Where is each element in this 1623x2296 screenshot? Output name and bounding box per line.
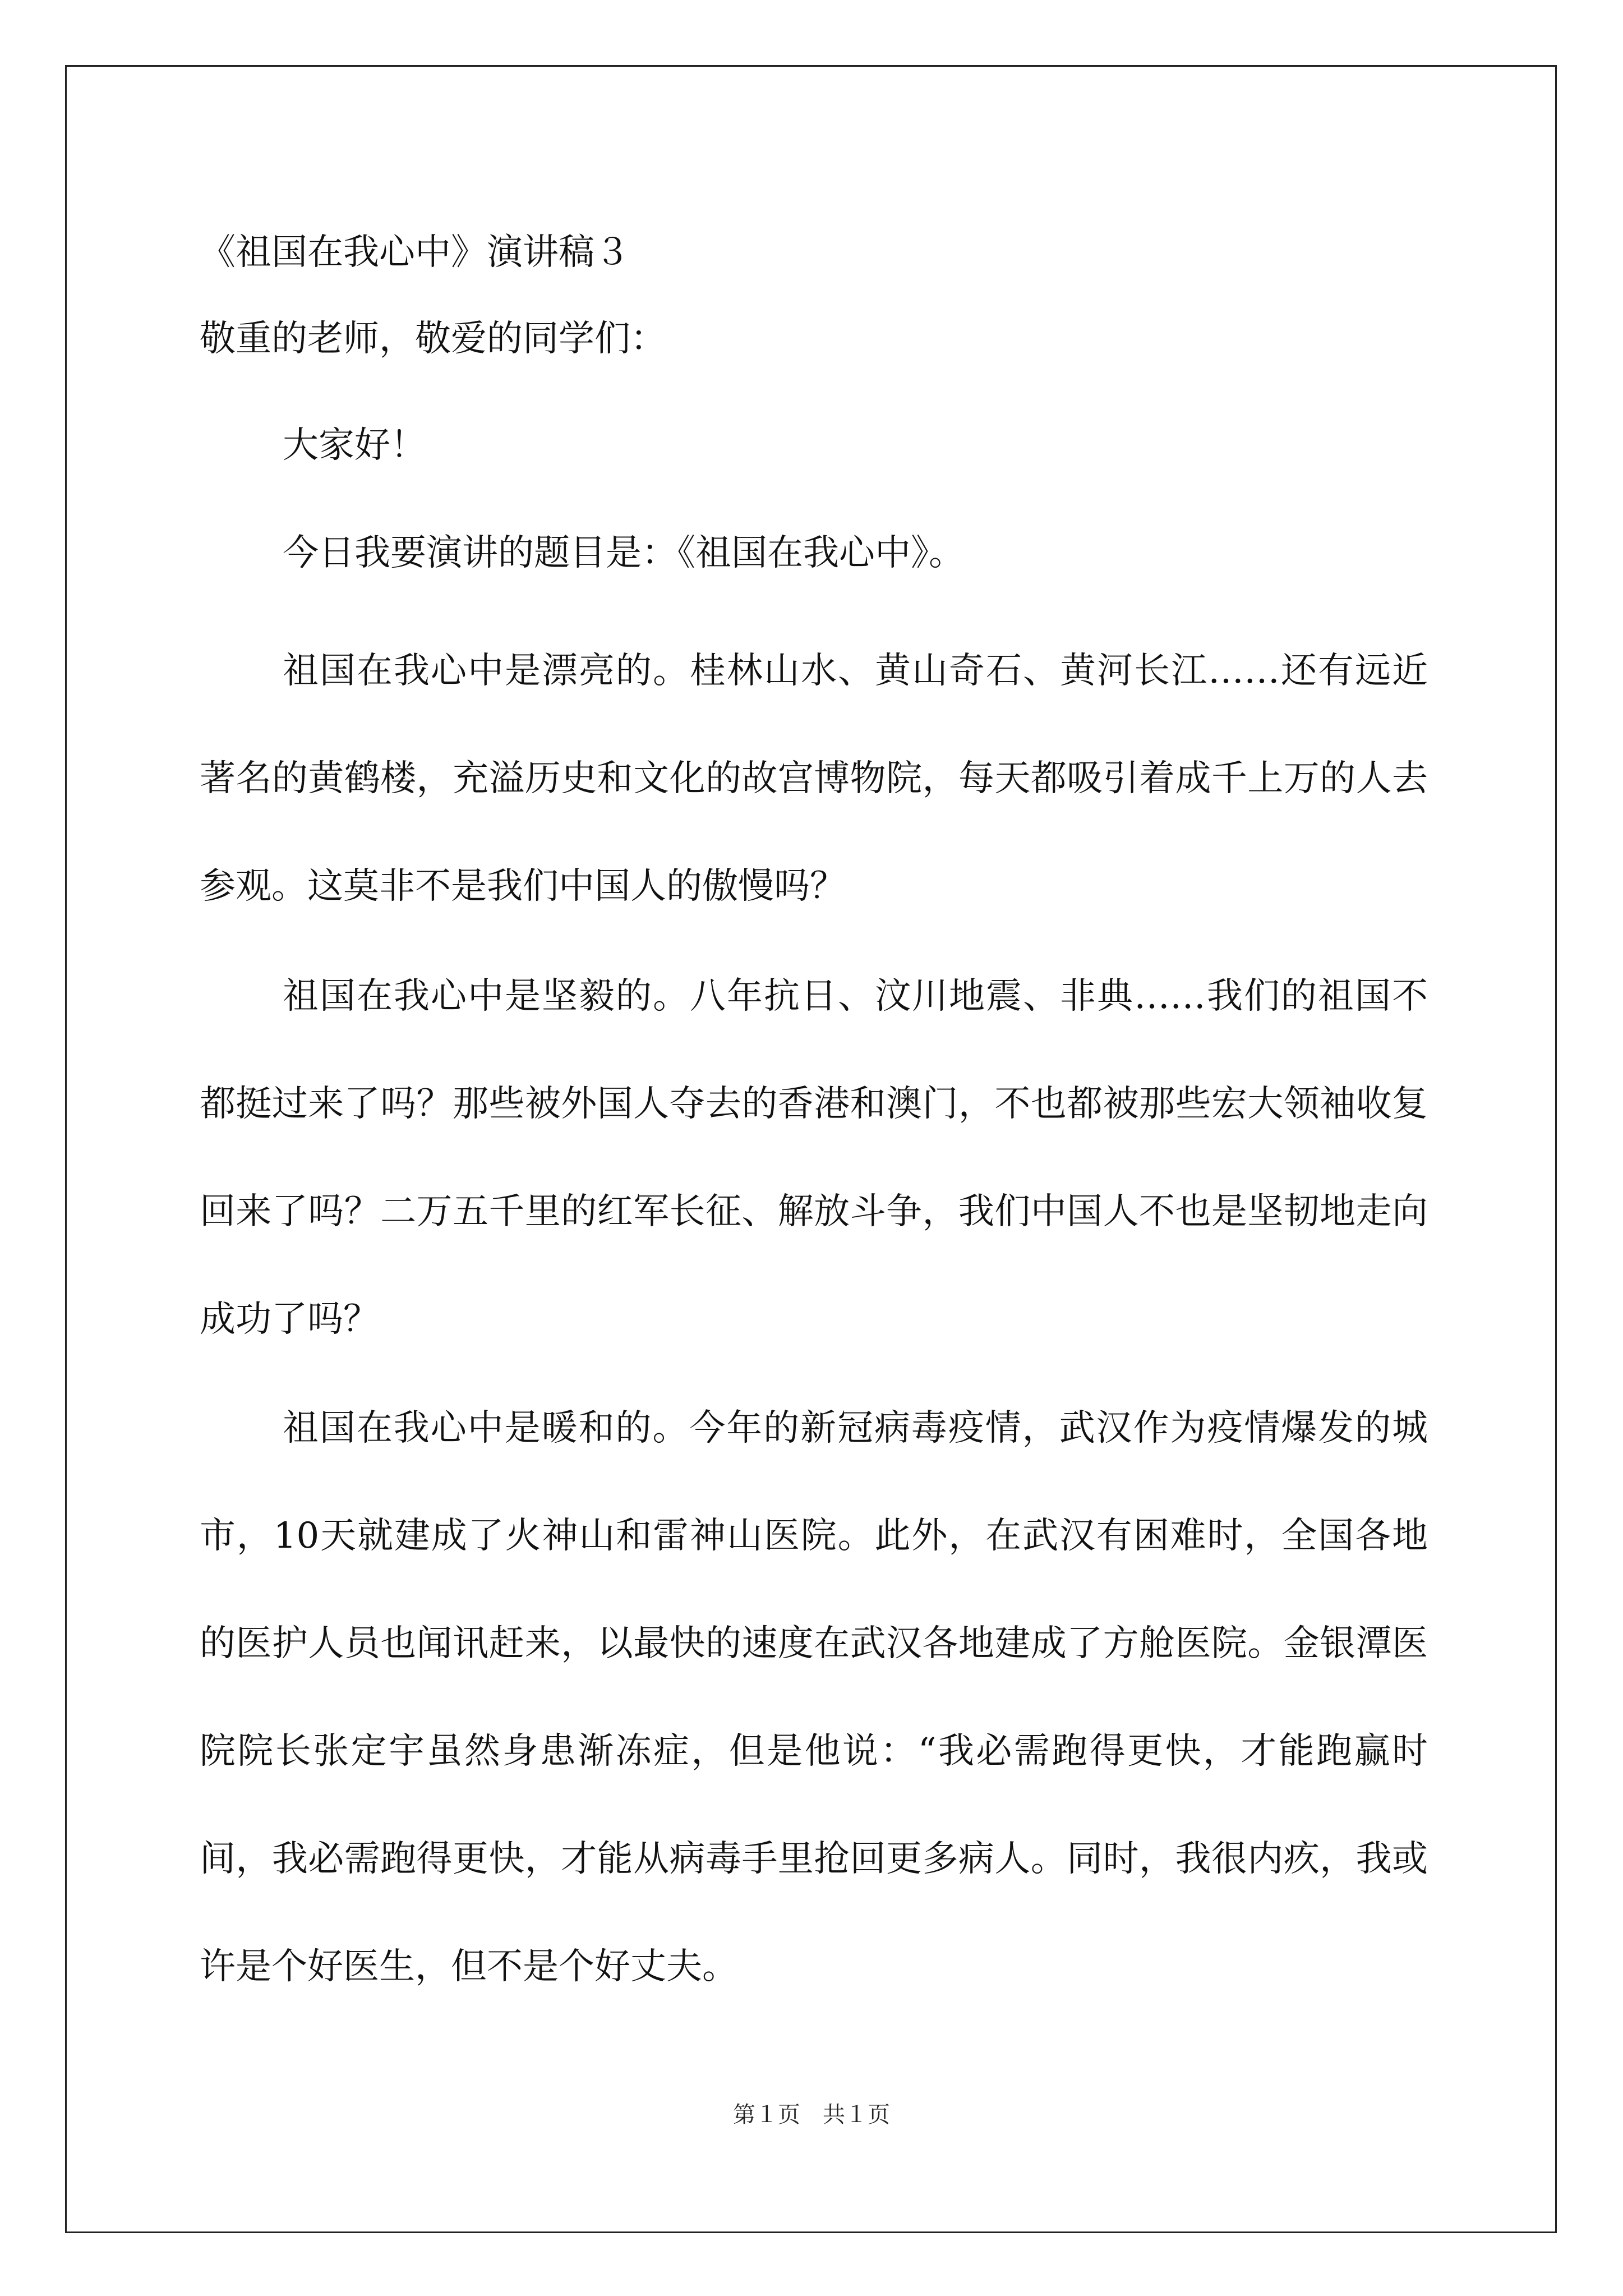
document-title: 《祖国在我心中》演讲稿３ xyxy=(200,232,630,273)
paragraph-topic: 今日我要演讲的题目是：《祖国在我心中》。 xyxy=(283,532,965,574)
paragraph-strength: 祖国在我心中是坚毅的。八年抗日、汶川地震、非典……我们的祖国不都挺过来了吗？那些被外国人夺去的香港和澳门，不也都被那些宏大领袖收复回来了吗？二万五千里的红军长征、解放斗争，我们中国人不也是坚韧地走向成功了吗？ xyxy=(200,976,1428,1340)
salutation: 敬重的老师，敬爱的同学们： xyxy=(200,318,666,360)
paragraph-warmth: 祖国在我心中是暖和的。今年的新冠病毒疫情，武汉作为疫情爆发的城市，10天就建成了火神山和雷神山医院。此外，在武汉有困难时，全国各地的医护人员也闻讯赶来，以最快的速度在武汉各地建成了方舱医院。金银潭医院院长张定宇虽然身患渐冻症，但是他说：“我必需跑得更快，才能跑赢时间，我必需跑得更快，才能从病毒手里抢回更多病人。同时，我很内疚，我或许是个好医生，但不是个好丈夫。 xyxy=(200,1407,1428,1987)
paragraph-beauty: 祖国在我心中是漂亮的。桂林山水、黄山奇石、黄河长江……还有远近著名的黄鹤楼，充溢历史和文化的故宫博物院，每天都吸引着成千上万的人去参观。这莫非不是我们中国人的傲慢吗？ xyxy=(200,650,1428,907)
paragraph-greeting: 大家好！ xyxy=(283,425,426,466)
page-footer: 第１页 共１页 xyxy=(733,2102,890,2128)
